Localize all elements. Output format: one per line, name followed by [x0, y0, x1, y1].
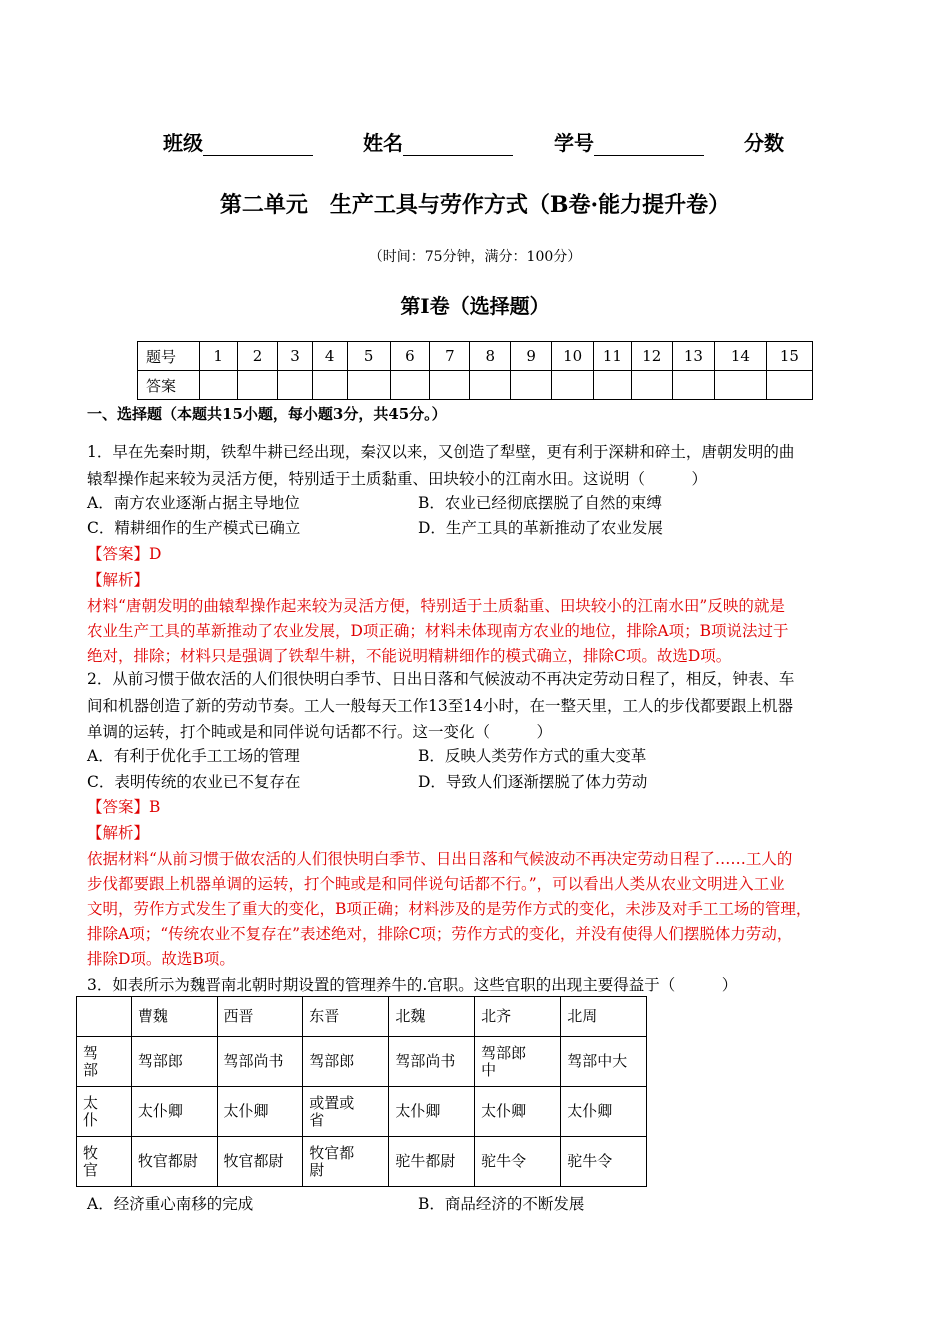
- id-label: 学号: [554, 131, 594, 155]
- row-header-cell: 驾部: [77, 1037, 132, 1087]
- header-cell: [77, 997, 132, 1037]
- question-number-cell: 4: [312, 342, 347, 371]
- question-number-cell: 11: [594, 342, 631, 371]
- name-label: 姓名: [363, 131, 403, 155]
- analysis-line: 依据材料“从前习惯于做农活的人们很快明白季节、日出日落和气候波动不再决定劳动日程了……工人的: [87, 850, 793, 868]
- question-number-cell: 12: [631, 342, 672, 371]
- question-number-cell: 7: [430, 342, 470, 371]
- table-row: [77, 1087, 647, 1137]
- analysis-label: 【解析】: [87, 824, 150, 842]
- row-label: 题号: [138, 342, 200, 371]
- table-cell: 太仆卿: [389, 1087, 475, 1137]
- question-number-cell: 9: [511, 342, 552, 371]
- analysis-line: 排除A项；“传统农业不复存在”表述绝对，排除C项；劳作方式的变化，并没有使得人们摆脱体力劳动，: [87, 925, 793, 943]
- question-number-cell: 8: [470, 342, 511, 371]
- part-heading: 一、选择题（本题共15小题，每小题3分，共45分。）: [87, 405, 447, 423]
- table-cell: 驼牛都尉: [389, 1137, 475, 1187]
- class-field: [163, 127, 313, 156]
- header-cell: 西晋: [217, 997, 303, 1037]
- answer-cell[interactable]: [470, 371, 511, 400]
- table-cell: 驼牛令: [561, 1137, 647, 1187]
- question-number-cell: 5: [347, 342, 390, 371]
- analysis-line: 农业生产工具的革新推动了农业发展，D项正确；材料未体现南方农业的地位，排除A项；B项说法过于: [87, 621, 789, 640]
- question-number-cell: 13: [672, 342, 714, 371]
- answer-cell[interactable]: [672, 371, 714, 400]
- option-b: B．商品经济的不断发展: [418, 1195, 585, 1213]
- analysis-line: 材料“唐朝发明的曲辕犁操作起来较为灵活方便，特别适于土质黏重、田块较小的江南水田”反映的就是: [87, 596, 785, 615]
- table-cell: 牧官都尉: [131, 1137, 217, 1187]
- table-row: [77, 1137, 647, 1187]
- option-c: C．精耕细作的生产模式已确立: [87, 519, 301, 537]
- answer-cell[interactable]: [715, 371, 767, 400]
- analysis-label: 【解析】: [87, 570, 150, 589]
- table-cell: 太仆卿: [561, 1087, 647, 1137]
- id-blank: [594, 135, 704, 156]
- score-label: 分数: [744, 131, 784, 155]
- question-stem-line: 单调的运转，打个盹或是和同伴说句话都不行。这一变化（ ）: [87, 723, 553, 741]
- header-cell: 北魏: [389, 997, 475, 1037]
- table-cell: 牧官都尉: [303, 1137, 389, 1187]
- question-stem-line: 辕犁操作起来较为灵活方便，特别适于土质黏重、田块较小的江南水田。这说明（ ）: [87, 469, 708, 488]
- answer-cell[interactable]: [390, 371, 430, 400]
- answer-cell[interactable]: [347, 371, 390, 400]
- header-cell: 北周: [561, 997, 647, 1037]
- answer-text: 【答案】D: [87, 544, 162, 563]
- table-cell: 驾部尚书: [217, 1037, 303, 1087]
- name-blank: [403, 135, 513, 156]
- question-number-cell: 2: [237, 342, 278, 371]
- option-d: D．生产工具的革新推动了农业发展: [418, 519, 663, 537]
- header-cell: 曹魏: [131, 997, 217, 1037]
- answer-cell[interactable]: [552, 371, 594, 400]
- option-a: A．有利于优化手工工场的管理: [87, 747, 300, 765]
- answer-grid: [137, 341, 813, 400]
- table-cell: 牧官都尉: [217, 1137, 303, 1187]
- question-stem-line: 2．从前习惯于做农活的人们很快明白季节、日出日落和气候波动不再决定劳动日程了，相反，钟表、车: [87, 670, 795, 688]
- question-number-cell: 1: [199, 342, 237, 371]
- answer-cell[interactable]: [594, 371, 631, 400]
- option-d: D．导致人们逐渐摆脱了体力劳动: [418, 772, 648, 791]
- table-cell: 驾部尚书: [389, 1037, 475, 1087]
- question-stem-line: 1．早在先秦时期，铁犁牛耕已经出现，秦汉以来，又创造了犁壁，更有利于深耕和碎土，唐朝发明的曲: [87, 443, 795, 461]
- answer-cell[interactable]: [278, 371, 312, 400]
- score-field: [744, 127, 784, 156]
- table-cell: 太仆卿: [475, 1087, 561, 1137]
- option-a: A．经济重心南移的完成: [87, 1195, 254, 1213]
- table-cell: 驾部郎: [131, 1037, 217, 1087]
- question-number-cell: 10: [552, 342, 594, 371]
- section-title: 第Ⅰ卷（选择题）: [400, 294, 550, 318]
- answer-cell[interactable]: [766, 371, 812, 400]
- table-cell: 太仆卿: [217, 1087, 303, 1137]
- table-row: [77, 1037, 647, 1087]
- question-number-cell: 6: [390, 342, 430, 371]
- answer-cell[interactable]: [312, 371, 347, 400]
- time-info: （时间：75分钟，满分：100分）: [368, 249, 582, 265]
- row-header-cell: 牧官: [77, 1137, 132, 1187]
- analysis-line: 排除D项。故选B项。: [87, 950, 235, 968]
- analysis-line: 步伐都要跟上机器单调的运转，打个盹或是和同伴说句话都不行。”，可以看出人类从农业文明进入工业: [87, 875, 785, 893]
- class-label: 班级: [163, 131, 203, 155]
- header-cell: 东晋: [303, 997, 389, 1037]
- answer-cell[interactable]: [237, 371, 278, 400]
- option-b: B．农业已经彻底摆脱了自然的束缚: [418, 493, 662, 512]
- officials-table: [76, 996, 647, 1187]
- answer-text: 【答案】B: [87, 798, 161, 816]
- question-stem-line: 3．如表所示为魏晋南北朝时期设置的管理养牛的.官职。这些官职的出现主要得益于（ ）: [87, 976, 738, 994]
- answer-cell[interactable]: [430, 371, 470, 400]
- answer-cell[interactable]: [631, 371, 672, 400]
- table-cell: 驼牛令: [475, 1137, 561, 1187]
- analysis-line: 文明，劳作方式发生了重大的变化，B项正确；材料涉及的是劳作方式的变化，未涉及对手工工场的管理，: [87, 900, 812, 918]
- name-field: [363, 127, 513, 156]
- row-label: 答案: [138, 371, 200, 400]
- answer-cell[interactable]: [199, 371, 237, 400]
- table-cell: 驾部郎中: [475, 1037, 561, 1087]
- answer-cell[interactable]: [511, 371, 552, 400]
- row-header-cell: 太仆: [77, 1087, 132, 1137]
- table-cell: 或置或省: [303, 1087, 389, 1137]
- student-id-field: [554, 127, 704, 156]
- option-c: C．表明传统的农业已不复存在: [87, 772, 301, 791]
- table-cell: 驾部郎: [303, 1037, 389, 1087]
- analysis-line: 绝对，排除；材料只是强调了铁犁牛耕，不能说明精耕细作的模式确立，排除C项。故选D项。: [87, 646, 732, 665]
- option-a: A．南方农业逐渐占据主导地位: [87, 493, 300, 512]
- page-title: 第二单元 生产工具与劳作方式（B卷·能力提升卷）: [219, 192, 731, 218]
- table-cell: 太仆卿: [131, 1087, 217, 1137]
- header-cell: 北齐: [475, 997, 561, 1037]
- class-blank: [203, 135, 313, 156]
- table-cell: 驾部中大: [561, 1037, 647, 1087]
- question-stem-line: 间和机器创造了新的劳动节奏。工人一般每天工作13至14小时，在一整天里，工人的步伐都要跟上机器: [87, 696, 793, 715]
- question-number-cell: 15: [766, 342, 812, 371]
- question-number-cell: 14: [715, 342, 767, 371]
- option-b: B．反映人类劳作方式的重大变革: [418, 747, 647, 765]
- question-number-cell: 3: [278, 342, 312, 371]
